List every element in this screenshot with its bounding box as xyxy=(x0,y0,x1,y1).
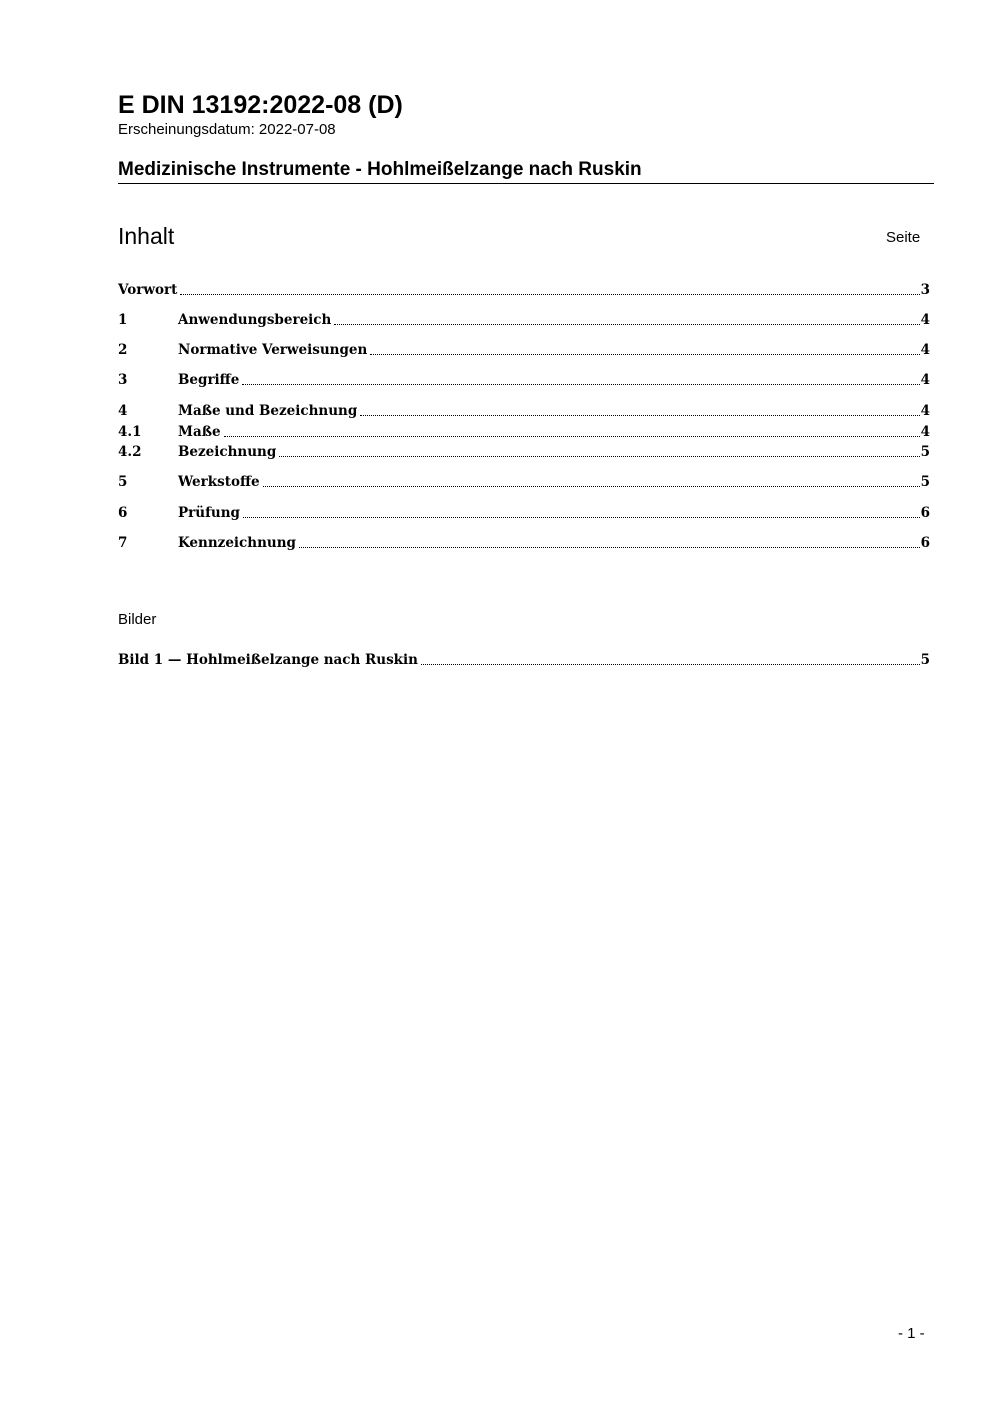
toc-entry-testing[interactable] xyxy=(118,503,930,523)
toc-entry-page: 4 xyxy=(920,372,930,388)
toc-entry-label: Prüfung xyxy=(178,505,240,521)
toc-entry-number: 1 xyxy=(118,312,128,328)
title-divider xyxy=(118,183,934,184)
dot-leader xyxy=(360,415,919,416)
toc-entry-dimensions-designation[interactable] xyxy=(118,401,930,421)
toc-entry-scope[interactable] xyxy=(118,310,930,330)
toc-entry-page: 4 xyxy=(920,424,930,440)
toc-entry-number: 4 xyxy=(118,403,128,419)
toc-entry-number: 2 xyxy=(118,342,128,358)
toc-entry-page: 4 xyxy=(920,403,930,419)
dot-leader xyxy=(224,436,920,437)
toc-entry-label: Begriffe xyxy=(178,372,240,388)
document-title: Medizinische Instrumente - Hohlmeißelzange nach Ruskin xyxy=(118,159,642,180)
toc-entry-marking[interactable] xyxy=(118,533,930,553)
toc-entry-normative-references[interactable] xyxy=(118,340,930,360)
toc-entry-number: 4.2 xyxy=(118,444,142,460)
page-column-label: Seite xyxy=(886,229,921,246)
figure-entry-label: Bild 1 — Hohlmeißelzange nach Ruskin xyxy=(118,652,418,668)
dot-leader xyxy=(421,664,920,665)
toc-entry-page: 3 xyxy=(920,282,930,298)
dot-leader xyxy=(299,547,920,548)
toc-entry-materials[interactable] xyxy=(118,472,930,492)
toc-entry-label: Maße xyxy=(178,424,221,440)
toc-entry-page: 4 xyxy=(920,342,930,358)
figures-heading: Bilder xyxy=(118,611,157,628)
toc-entry-page: 6 xyxy=(920,505,930,521)
document-id: E DIN 13192:2022-08 (D) xyxy=(118,91,403,119)
toc-entry-number: 4.1 xyxy=(118,424,142,440)
toc-entry-page: 6 xyxy=(920,535,930,551)
toc-entry-number: 3 xyxy=(118,372,128,388)
page-number: - 1 - xyxy=(898,1325,925,1342)
toc-entry-number: 6 xyxy=(118,505,128,521)
toc-entry-terms[interactable] xyxy=(118,370,930,390)
toc-entry-designation[interactable] xyxy=(118,442,930,462)
toc-entry-label: Kennzeichnung xyxy=(178,535,296,551)
dot-leader xyxy=(180,294,919,295)
dot-leader xyxy=(263,486,920,487)
toc-entry-label: Bezeichnung xyxy=(178,444,277,460)
toc-entry-page: 5 xyxy=(920,474,930,490)
toc-heading: Inhalt xyxy=(118,223,175,249)
toc-entry-number: 7 xyxy=(118,535,128,551)
dot-leader xyxy=(334,324,919,325)
toc-entry-label: Maße und Bezeichnung xyxy=(178,403,358,419)
dot-leader xyxy=(243,517,920,518)
toc-entry-label: Anwendungsbereich xyxy=(178,312,332,328)
toc-entry-label: Vorwort xyxy=(118,282,178,298)
dot-leader xyxy=(370,354,919,355)
figure-entry-1[interactable] xyxy=(118,650,930,670)
toc-entry-label: Normative Verweisungen xyxy=(178,342,368,358)
toc-entry-foreword[interactable] xyxy=(118,280,930,300)
dot-leader xyxy=(279,456,919,457)
toc-entry-label: Werkstoffe xyxy=(178,474,260,490)
publication-date: Erscheinungsdatum: 2022-07-08 xyxy=(118,121,336,138)
dot-leader xyxy=(242,384,919,385)
toc-entry-page: 4 xyxy=(920,312,930,328)
toc-entry-number: 5 xyxy=(118,474,128,490)
toc-entry-page: 5 xyxy=(920,444,930,460)
toc-entry-dimensions[interactable] xyxy=(118,422,930,442)
figure-entry-page: 5 xyxy=(920,652,930,668)
